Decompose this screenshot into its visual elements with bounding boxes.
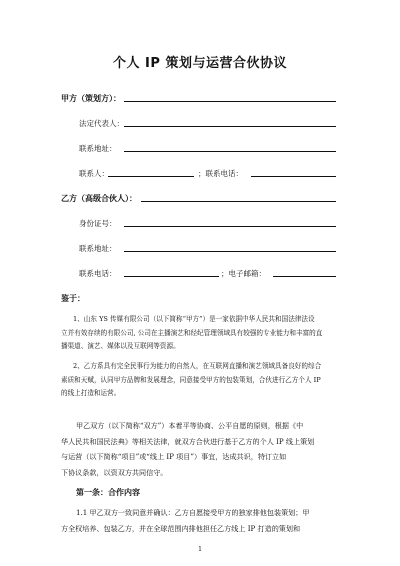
whereas-clause-1 [61, 313, 323, 354]
whereas-clause-1-line: 播渠道、演艺、媒体以及互联网等资源。 [61, 342, 180, 350]
whereas-clause-2-line: 素质和天赋，认同甲方品牌和发展理念，同意接受甲方的包装策划，合伙进行乙方个人 IP [61, 375, 321, 384]
preamble-paragraph [61, 418, 314, 480]
party-b-email-label: ；电子邮箱： [221, 269, 266, 278]
party-a-phone-line [251, 176, 336, 177]
party-a-phone-label: ；联系电话： [198, 169, 243, 178]
party-b-phone-label: 联系电话： [79, 269, 117, 278]
party-a-legal-rep-label: 法定代表人： [79, 119, 124, 128]
party-b-address-label: 联系地址： [79, 244, 117, 253]
party-a-address-line [124, 151, 336, 152]
article-1-line: 方全权培养、包装乙方，并在全球范围内排他担任乙方线上 IP 打造的策划和 [61, 523, 301, 533]
party-b-address-line [124, 251, 336, 252]
whereas-clause-1-line: 1、山东 YS 传媒有限公司（以下简称“甲方”）是一家依据中华人民共和国法律法设 [73, 315, 315, 323]
party-a-label: 甲方（策划方）： [61, 94, 121, 103]
article-1-line: 1.1 甲乙双方一致同意并确认：乙方自愿接受甲方的独家排他包装策划；甲 [76, 508, 310, 517]
party-a-legal-rep-line [124, 126, 336, 127]
whereas-heading: 鉴于： [61, 294, 85, 303]
article-1-text [61, 505, 309, 536]
party-b-id-label: 身份证号： [79, 219, 117, 228]
party-b-label: 乙方（高级合伙人）： [61, 194, 137, 203]
party-a-contact-label: 联系人： [79, 169, 109, 178]
page-number: 1 [198, 546, 202, 553]
whereas-clause-2-line: 2、乙方系具有完全民事行为能力的自然人，在互联网直播和演艺领域具备良好的综合 [73, 362, 322, 370]
preamble-line: 华人民共和国民法典》等相关法律，就双方合伙进行基于乙方的个人 IP 线上策划 [61, 436, 315, 446]
party-a-address-label: 联系地址： [79, 144, 117, 153]
preamble-line: 甲乙双方（以下简称“双方”）本着平等协商、公平自愿的原则，根据《中 [76, 421, 304, 430]
whereas-clause-2-line: 的线上打造和运营。 [61, 389, 121, 397]
article-1-heading: 第一条：合作内容 [76, 488, 140, 497]
preamble-line: 下协议条款，以资双方共同信守。 [61, 467, 168, 477]
whereas-clause-2 [61, 360, 322, 401]
party-b-phone-line [124, 276, 219, 277]
party-b-email-line [273, 276, 336, 277]
party-a-contact-line [108, 176, 194, 177]
document-title: 个人 IP 策划与运营合伙协议 [113, 56, 287, 71]
preamble-line: 与运营（以下简称“项目”或“线上 IP 项目”）事宜，达成共识，特订立如 [61, 452, 287, 461]
whereas-clause-1-line: 立并有效存续的有限公司, 公司在主播演艺和经纪管理领域具有较强的专业能力和丰富的直 [61, 328, 323, 337]
party-b-name-line [141, 201, 336, 202]
party-a-name-line [124, 101, 336, 102]
party-b-id-line [124, 226, 336, 227]
